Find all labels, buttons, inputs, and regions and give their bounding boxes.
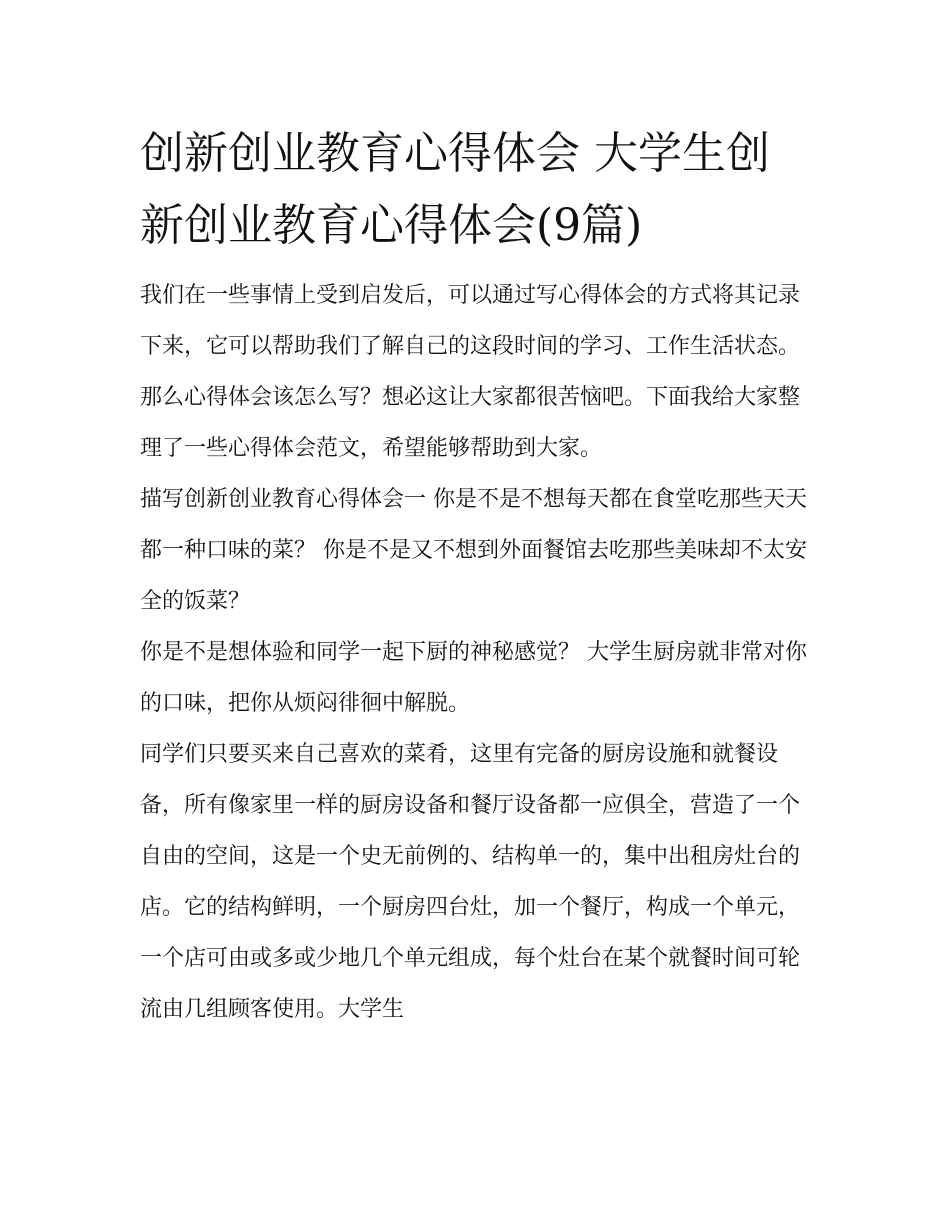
document-title: 创新创业教育心得体会 大学生创新创业教育心得体会(9篇) bbox=[140, 128, 770, 251]
paragraph-intro: 我们在一些事情上受到启发后，可以通过写心得体会的方式将其记录下来，它可以帮助我们了解自己的这段时间的学习、工作生活状态。那么心得体会该怎么写？想必这让大家都很苦恼吧。下面我给大家整理了一些心得体会范文，希望能够帮助到大家。 bbox=[140, 283, 801, 461]
paragraph-1: 描写创新创业教育心得体会一 你是不是不想每天都在食堂吃那些天天都一种口味的菜？ 你是不是又不想到外面餐馆去吃那些美味却不太安全的饭菜？ bbox=[140, 487, 807, 614]
paragraph-2: 你是不是想体验和同学一起下厨的神秘感觉？ 大学生厨房就非常对你的口味，把你从烦闷徘徊中解脱。 bbox=[140, 640, 807, 716]
document-page bbox=[140, 118, 812, 1035]
paragraph-3: 同学们只要买来自己喜欢的菜肴，这里有完备的厨房设施和就餐设备，所有像家里一样的厨房设备和餐厅设备都一应俱全，营造了一个自由的空间，这是一个史无前例的、结构单一的，集中出租房灶台的店。它的结构鲜明，一个厨房四台灶，加一个餐厅，构成一个单元，一个店可由或多或少地几个单元组成，每个灶台在某个就餐时间可轮流由几组顾客使用。大学生 bbox=[140, 742, 801, 1022]
